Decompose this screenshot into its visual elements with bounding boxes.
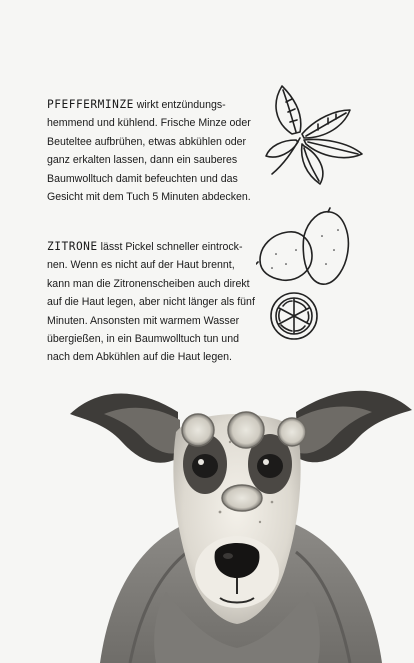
- mint-paragraph: [47, 96, 257, 206]
- dog-with-cucumber-mask-photo: [60, 372, 414, 663]
- lemon-slice-icon: [268, 290, 320, 342]
- mint-leaves-icon: [262, 82, 366, 190]
- lemon-text: lässt Pickel schneller eintrocknen. Wenn es nicht auf der Haut brennt, kann man die Zitronenscheiben auch direkt auf die Haut legen, aber nicht länger als fünf Minuten. Ansonsten mit warmem Wasser übergießen, in ein Baumwolltuch tun und nach dem Abkühlen auf die Haut legen.: [47, 241, 255, 364]
- mint-keyword: PFEFFERMINZE: [47, 98, 134, 111]
- mint-text: wirkt entzündungshemmend und kühlend. Frische Minze oder Beuteltee aufbrühen, etwas abkühlen oder ganz erkalten lassen, dann ein sauberes Baumwolltuch damit befeuchten und das Gesicht mit dem Tuch 5 Minuten abdecken.: [47, 99, 251, 204]
- lemon-keyword: ZITRONE: [47, 240, 98, 253]
- lemon-icon: [256, 206, 352, 288]
- lemon-paragraph: [47, 238, 259, 367]
